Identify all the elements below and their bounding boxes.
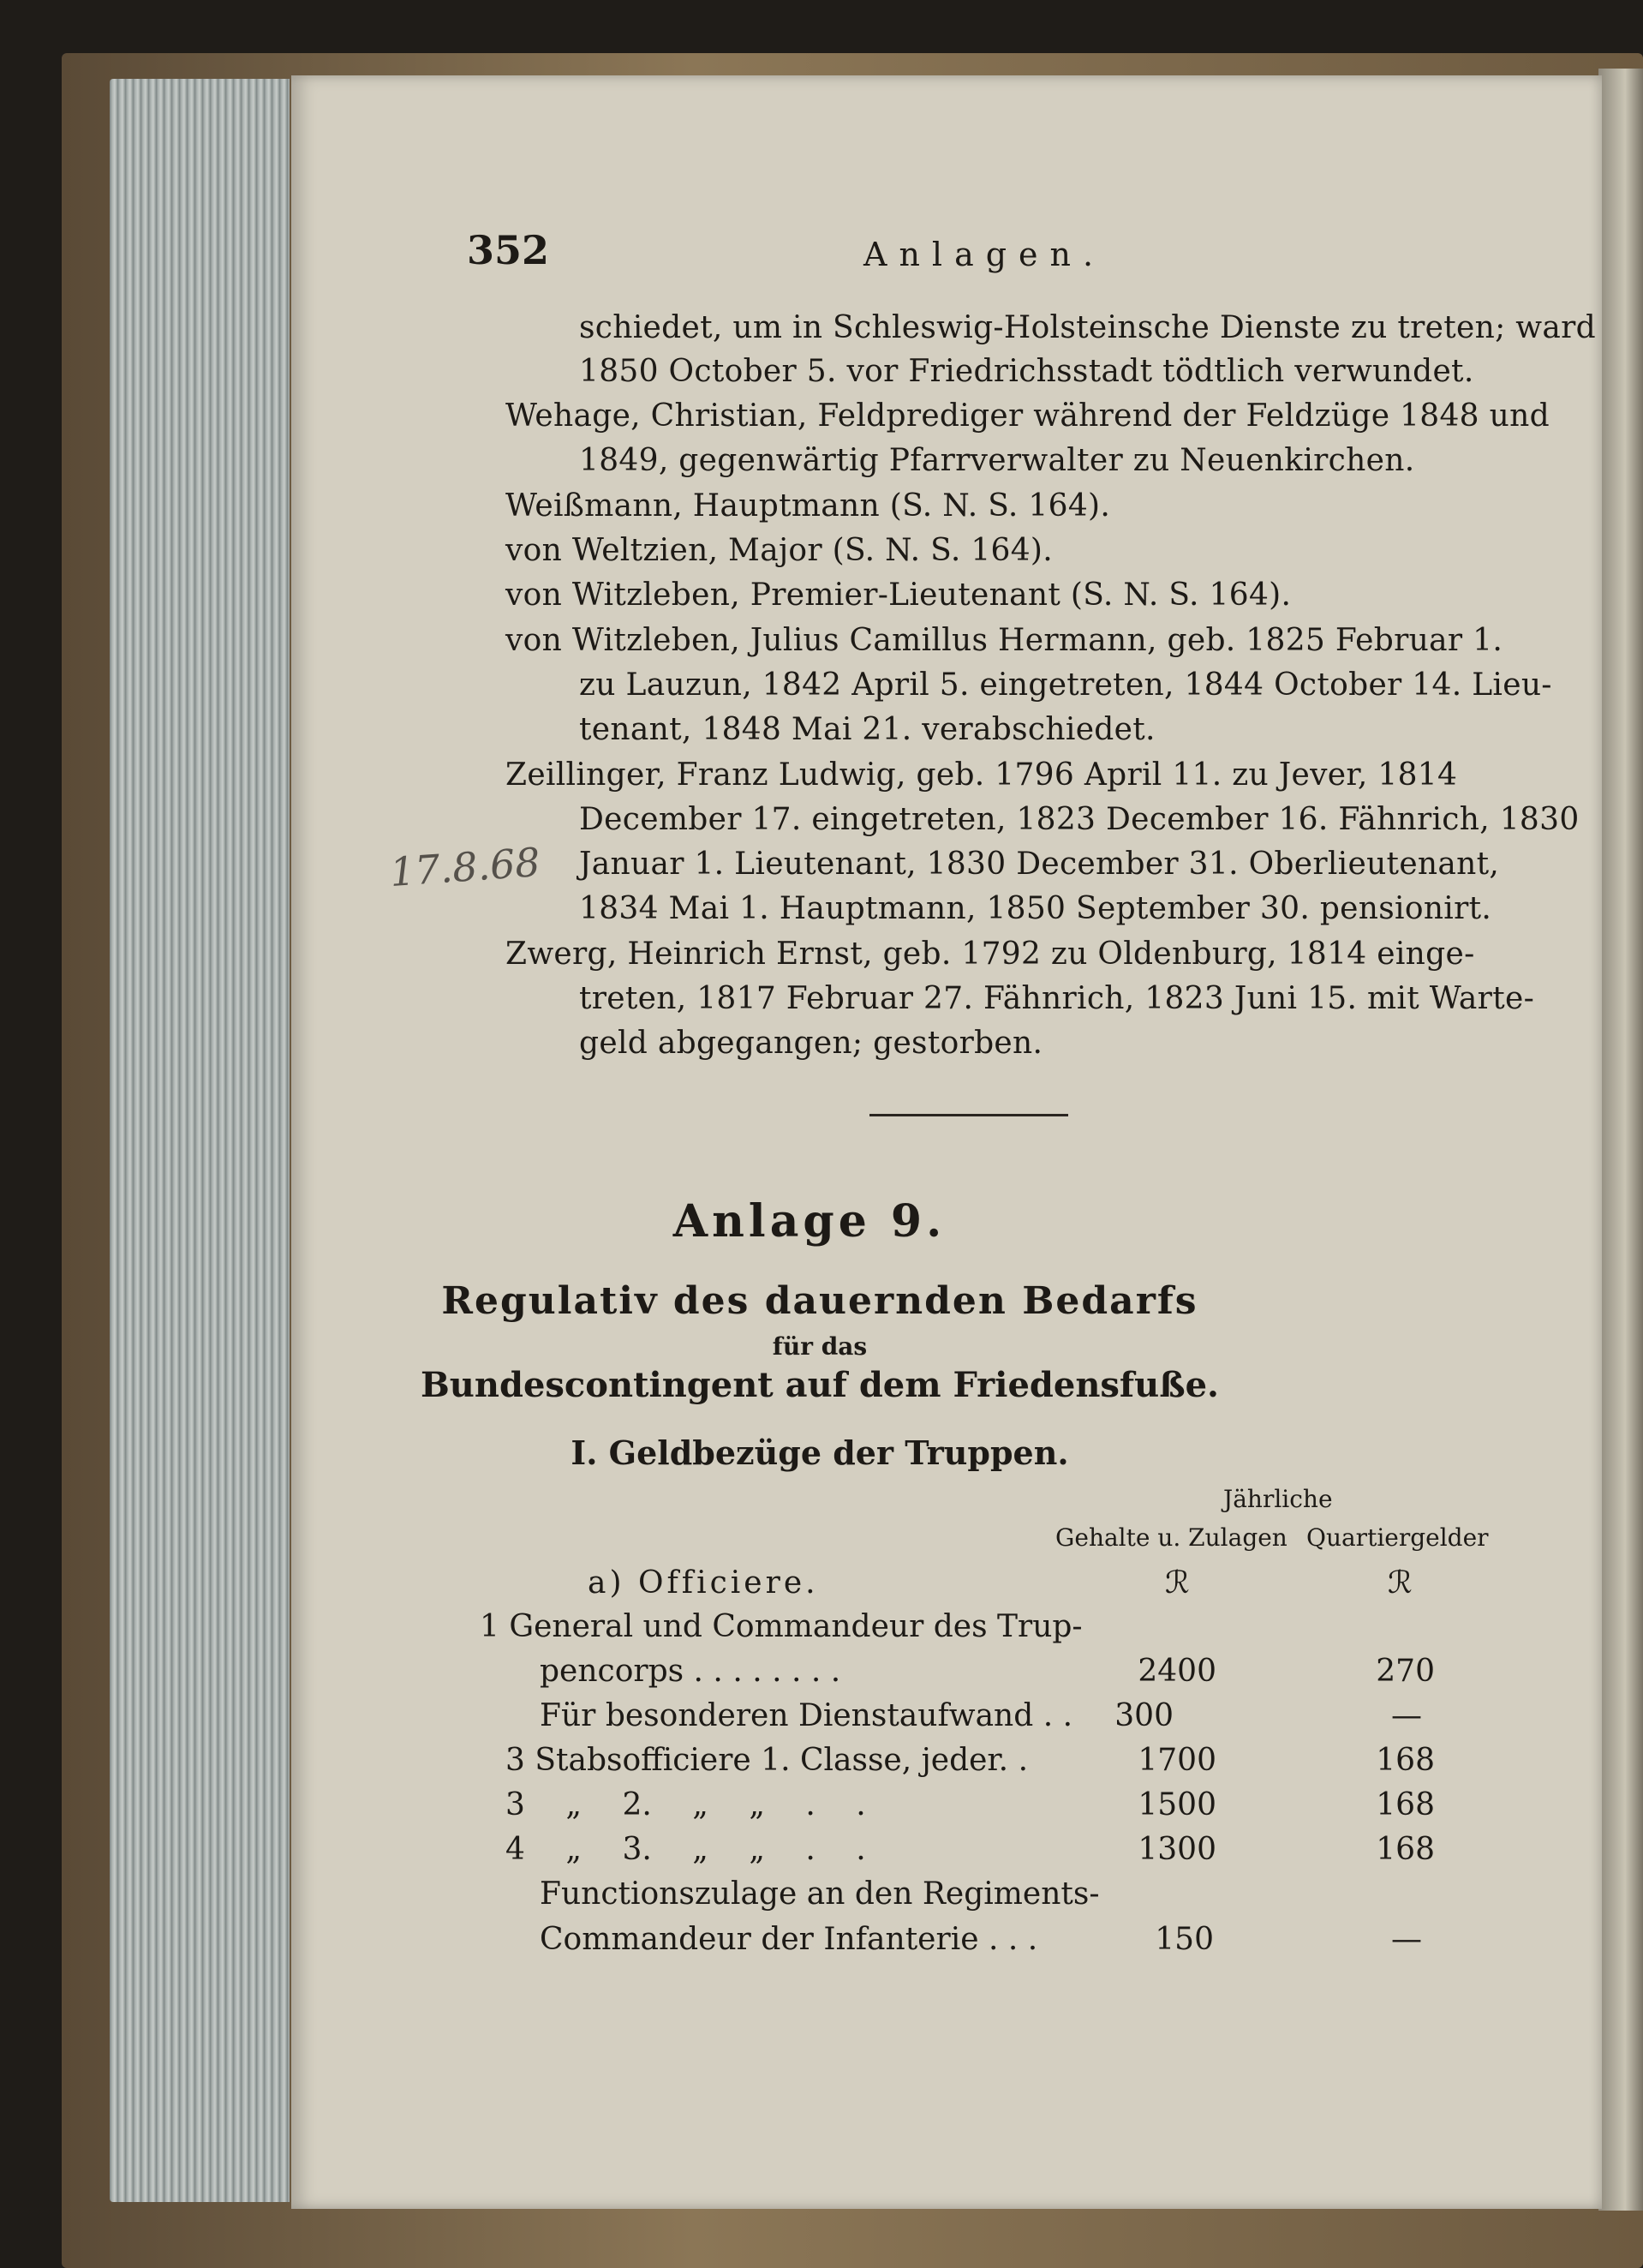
- table-row-label: Für besonderen Dienstaufwand . .: [540, 1698, 1073, 1733]
- entry-line: von Witzleben, Julius Camillus Hermann, geb. 1825 Februar 1.: [505, 623, 1503, 658]
- section-connector: für das: [772, 1332, 868, 1361]
- table-row-label: 3 Stabsofficiere 1. Classe, jeder. .: [505, 1743, 1029, 1778]
- entry-line: zu Lauzun, 1842 April 5. eingetreten, 1844 October 14. Lieu-: [579, 667, 1552, 703]
- currency-symbol: ℛ: [1165, 1565, 1190, 1601]
- salary-value: 1500: [1138, 1787, 1216, 1822]
- page-edges: [110, 79, 290, 2202]
- table-row-label: 1 General und Commandeur des Trup-: [480, 1609, 1083, 1644]
- entry-line: geld abgegangen; gestorben.: [579, 1026, 1043, 1061]
- handwritten-annotation: 17.8.68: [388, 838, 542, 896]
- salary-value: 1700: [1138, 1743, 1216, 1778]
- entry-line: Januar 1. Lieutenant, 1830 December 31. Oberlieutenant,: [579, 847, 1500, 882]
- entry-line: 1849, gegenwärtig Pfarrverwalter zu Neuenkirchen.: [579, 443, 1415, 478]
- part-heading: I. Geldbezüge der Truppen.: [571, 1433, 1069, 1472]
- table-row-label: 4 „ 3. „ „ . .: [505, 1832, 866, 1867]
- table-row-label: Commandeur der Infanterie . . .: [540, 1922, 1038, 1957]
- entry-line: tenant, 1848 Mai 21. verabschiedet.: [579, 712, 1156, 747]
- table-col-salary: Gehalte u. Zulagen: [1055, 1523, 1288, 1552]
- quarters-value: —: [1391, 1698, 1422, 1733]
- salary-value: 300: [1114, 1698, 1174, 1733]
- section-subtitle-2: Bundescontingent auf dem Friedensfuße.: [421, 1365, 1219, 1405]
- table-row-label: Functionszulage an den Regiments-: [540, 1876, 1100, 1912]
- section-divider: [869, 1114, 1068, 1116]
- salary-value: 1300: [1138, 1832, 1216, 1867]
- table-header-top: Jährliche: [1223, 1485, 1333, 1513]
- entry-line: Zeillinger, Franz Ludwig, geb. 1796 April 11. zu Jever, 1814: [505, 757, 1458, 793]
- quarters-value: 168: [1376, 1743, 1435, 1778]
- section-heading: Anlage 9.: [672, 1195, 947, 1248]
- entry-line: Weißmann, Hauptmann (S. N. S. 164).: [505, 488, 1111, 524]
- entry-line: schiedet, um in Schleswig-Holsteinsche Dienste zu treten; ward: [579, 310, 1596, 345]
- entry-line: treten, 1817 Februar 27. Fähnrich, 1823 Juni 15. mit Warte-: [579, 981, 1535, 1016]
- quarters-value: 270: [1376, 1654, 1435, 1689]
- quarters-value: 168: [1376, 1787, 1435, 1822]
- entry-line: von Weltzien, Major (S. N. S. 164).: [505, 533, 1054, 568]
- facing-page-edge: [1598, 69, 1643, 2211]
- quarters-value: 168: [1376, 1832, 1435, 1867]
- page-number: 352: [467, 227, 550, 273]
- table-group-label: a) Officiere.: [588, 1565, 819, 1601]
- salary-value: 2400: [1138, 1654, 1216, 1689]
- entry-line: December 17. eingetreten, 1823 December 16. Fähnrich, 1830: [579, 802, 1580, 837]
- table-col-quarters: Quartiergelder: [1306, 1523, 1489, 1552]
- entry-line: 1850 October 5. vor Friedrichsstadt tödtlich verwundet.: [579, 354, 1474, 389]
- section-subtitle: Regulativ des dauernden Bedarfs: [441, 1279, 1198, 1323]
- entry-line: Zwerg, Heinrich Ernst, geb. 1792 zu Oldenburg, 1814 einge-: [505, 937, 1475, 972]
- table-row-label: 3 „ 2. „ „ . .: [505, 1787, 866, 1822]
- table-row-label: pencorps . . . . . . . .: [540, 1654, 841, 1689]
- entry-line: Wehage, Christian, Feldprediger während der Feldzüge 1848 und: [505, 398, 1550, 434]
- entry-line: von Witzleben, Premier-Lieutenant (S. N. S. 164).: [505, 577, 1292, 613]
- quarters-value: —: [1391, 1922, 1422, 1957]
- running-title: Anlagen.: [863, 236, 1106, 273]
- currency-symbol: ℛ: [1388, 1565, 1413, 1601]
- salary-value: 150: [1155, 1922, 1214, 1957]
- entry-line: 1834 Mai 1. Hauptmann, 1850 September 30. pensionirt.: [579, 891, 1492, 926]
